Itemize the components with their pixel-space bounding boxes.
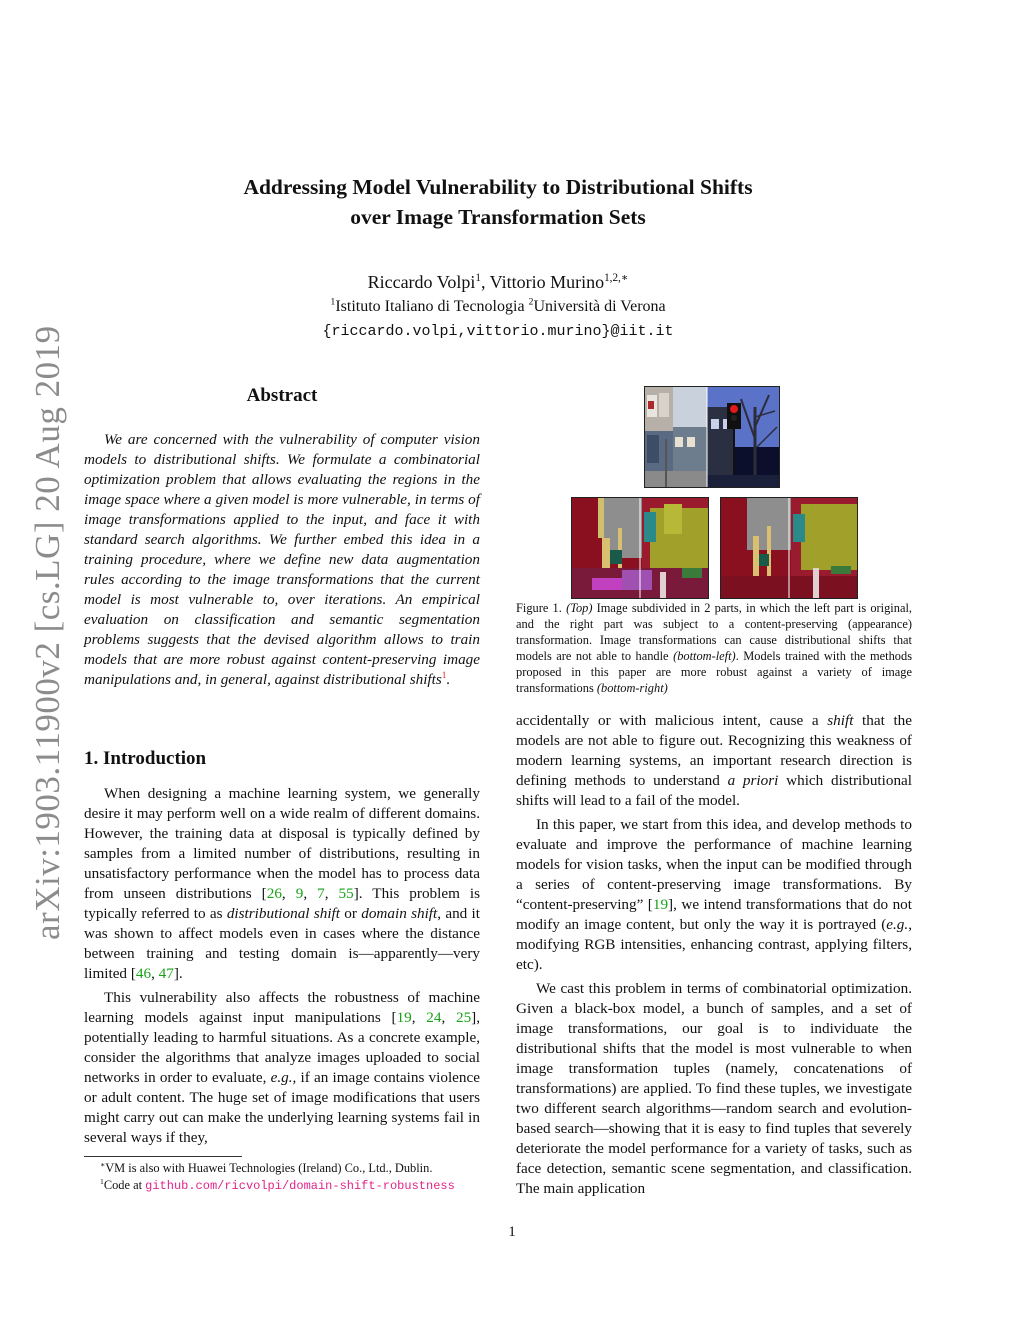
citation-link[interactable]: 7 — [317, 885, 325, 902]
footnote-2 — [84, 1177, 480, 1195]
footnote-text: VM is also with Huawei Technologies (Ireland) Co., Ltd., Dublin. — [105, 1161, 433, 1175]
text: or — [339, 905, 362, 922]
figure-label: Figure 1. — [516, 601, 562, 615]
text: which distributional shifts will lead to a fail of the model. — [516, 772, 912, 809]
paper-title — [120, 172, 876, 232]
author-separator: , — [480, 272, 490, 292]
text: accidentally or with malicious intent, cause a — [516, 712, 828, 729]
affil-2-mark: 2 — [528, 296, 534, 308]
footnote-mark: 1 — [100, 1176, 104, 1186]
text: This vulnerability also affects the robustness of machine learning models against input manipulations [ — [84, 989, 480, 1026]
arxiv-identifier: arXiv:1903.11900v2 [cs.LG] 20 Aug 2019 — [28, 325, 67, 940]
segmentation-map-image — [572, 498, 708, 598]
abstract-body — [84, 430, 480, 690]
caption-tag: (bottom-left) — [673, 649, 736, 663]
text: ]. — [173, 965, 183, 982]
text: ], potentially leading to harmful situations. As a concrete example, consider the algorithms that analyze images uploaded to social networks in order to evaluate, — [84, 1009, 481, 1086]
text: When designing a machine learning system, we generally desire it may perform well on a wide realm of different domains. However, the training data at disposal is typically defined by samples from a limited number of distributions, resulting in unsatisfactory performance when the model has to process data from unseen distributions [ — [84, 785, 480, 902]
author-2: Vittorio Murino — [489, 272, 605, 292]
emphasis: e.g. — [270, 1069, 293, 1086]
caption-text: Image subdivided in 2 parts, in which the left part is original, and the right part was subject to a content-preserving (appearance) transformation. Image transformations can cause distributional shifts that models are not able to handle — [516, 601, 912, 663]
citation-link[interactable]: 55 — [338, 885, 354, 902]
right-paragraph-1 — [516, 711, 912, 811]
author-emails: {riccardo.volpi,vittorio.murino}@iit.it — [322, 323, 674, 340]
section-heading-introduction: 1. Introduction — [84, 748, 207, 769]
abstract-end: . — [446, 671, 451, 688]
footnote-mark: ∗ — [100, 1159, 106, 1169]
emphasis: distributional shift — [226, 905, 340, 922]
citation-link[interactable]: 9 — [295, 885, 304, 902]
figure-1-caption — [516, 600, 912, 696]
right-column-body — [516, 711, 912, 1203]
intro-paragraph-2: This vulnerability also affects the robustness of machine learning models against input manipulations [19, 24, 25], potentially leading to harmful situations. As a concrete example, consider the algorithms that analyze images uploaded to social networks in order to evaluate, e.g., if an image contains violence or adult content. The huge set of image modifications that users might carry out can make the underlying learning systems fail in several ways if they, — [84, 989, 481, 1146]
affil-2: Università di Verona — [533, 298, 666, 315]
affil-1-mark: 1 — [330, 296, 336, 308]
caption-tag: (Top) — [566, 601, 593, 615]
author-2-affil-mark: 1,2,∗ — [604, 272, 629, 284]
caption-text: . Models trained with the methods proposed in this paper are more robust against a variety of image transformations — [516, 649, 913, 695]
text: , if an image contains violence or adult content. The huge set of image modifications that users might carry out can make the underlying learning systems fail in several ways if they, — [84, 1069, 480, 1146]
text: , and it was shown to affect models even in cases where the distance between training and testing domain is—apparently—very limited [ — [84, 905, 480, 982]
citation-link[interactable]: 19 — [396, 1009, 412, 1026]
affiliations — [120, 296, 876, 318]
text: ]. This problem is typically referred to as — [84, 885, 481, 922]
author-list — [120, 270, 876, 294]
author-1: Riccardo Volpi — [367, 272, 476, 292]
code-repository-link[interactable]: github.com/ricvolpi/domain-shift-robustness — [145, 1179, 455, 1193]
footnote-1 — [84, 1160, 480, 1177]
footnote-rule — [84, 1156, 242, 1157]
text: , modifying RGB intensities, enhancing contrast, applying filters, etc). — [516, 916, 912, 973]
left-column-body — [84, 784, 480, 1152]
citation-link[interactable]: 25 — [455, 1009, 472, 1026]
title-line-1: Addressing Model Vulnerability to Distributional Shifts — [243, 175, 753, 199]
text: In this paper, we start from this idea, and develop methods to evaluate and improve the performance of machine learning models for vision tasks, when the input can be modified through a series of content-preserving image transformations. By “content-preserving” [ — [516, 816, 912, 913]
page-number: 1 — [508, 1224, 516, 1240]
author-1-affil-mark: 1 — [475, 272, 481, 284]
caption-tag: (bottom-right) — [596, 681, 668, 695]
citation-link[interactable]: 24 — [426, 1009, 442, 1026]
intro-paragraph-1: When designing a machine learning system, we generally desire it may perform well on a wide realm of different domains. However, the training data at disposal is typically defined by samples from a limited number of distributions, resulting in unsatisfactory performance when the model has to process data from unseen distributions [26, 9, 7, 55]. This problem is typically referred to as distributional shift or domain shift, and it was shown to affect models even in cases where the distance between training and testing domain is—apparently—very limited [46, 47]. — [84, 785, 481, 982]
citation-link[interactable]: 47 — [158, 965, 174, 982]
footnotes — [84, 1160, 480, 1195]
citation-link[interactable]: 26 — [266, 885, 282, 902]
figure-1-segmentation-bottom-right — [720, 497, 858, 599]
emphasis: a priori — [727, 772, 779, 789]
affil-1: Istituto Italiano di Tecnologia — [335, 298, 529, 315]
text: that the models are not able to figure out. Recognizing this weakness of modern learning systems, an important research direction is defining methods to understand — [516, 712, 913, 789]
right-paragraph-3: We cast this problem in terms of combinatorial optimization. Given a black-box model, a bunch of samples, and a set of image transformations, our goal is to individuate the distributional shifts that the model is most vulnerable to when image transformation tuples (namely, concatenations of transformations) are applied. To find these tuples, we investigate two different search algorithms—random search and evolution-based search—showing that it is easy to find tuples that severely deteriorate the model performance for a variety of tasks, such as face detection, semantic scene segmentation, and classification. The main application — [516, 980, 912, 1197]
emphasis: e.g. — [886, 916, 909, 933]
emphasis: domain shift — [361, 905, 438, 922]
citation-link[interactable]: 19 — [652, 896, 669, 913]
abstract-footnote-link[interactable]: 1 — [441, 670, 447, 681]
figure-1-street-photo — [644, 386, 780, 488]
footnote-text: Code at — [103, 1178, 146, 1192]
text: ], we intend transformations that do not modify an image content, but only the way it is portrayed ( — [516, 896, 912, 933]
right-paragraph-2 — [516, 815, 912, 975]
segmentation-map-image — [721, 498, 857, 598]
figure-1-segmentation-bottom-left — [571, 497, 709, 599]
emphasis: shift — [827, 712, 854, 729]
citation-link[interactable]: 46 — [135, 965, 152, 982]
street-scene-image — [645, 387, 779, 487]
abstract-text: We are concerned with the vulnerability of computer vision models to distributional shifts. We formulate a combinatorial optimization problem that allows evaluating the regions in the image space where a given model is more vulnerable, in terms of image transformations applied to the input, and face it with standard search algorithms. We further embed this idea in a training procedure, where we define new data augmentation rules according to the image transformations that the current model is most vulnerable to, over iterations. An empirical evaluation on classification and semantic segmentation problems suggests that the devised algorithm allows to train models that are more robust against content-preserving image manipulations and, in general, against distributional shifts — [84, 431, 480, 688]
abstract-heading: Abstract — [246, 385, 318, 406]
title-line-2: over Image Transformation Sets — [350, 205, 646, 229]
